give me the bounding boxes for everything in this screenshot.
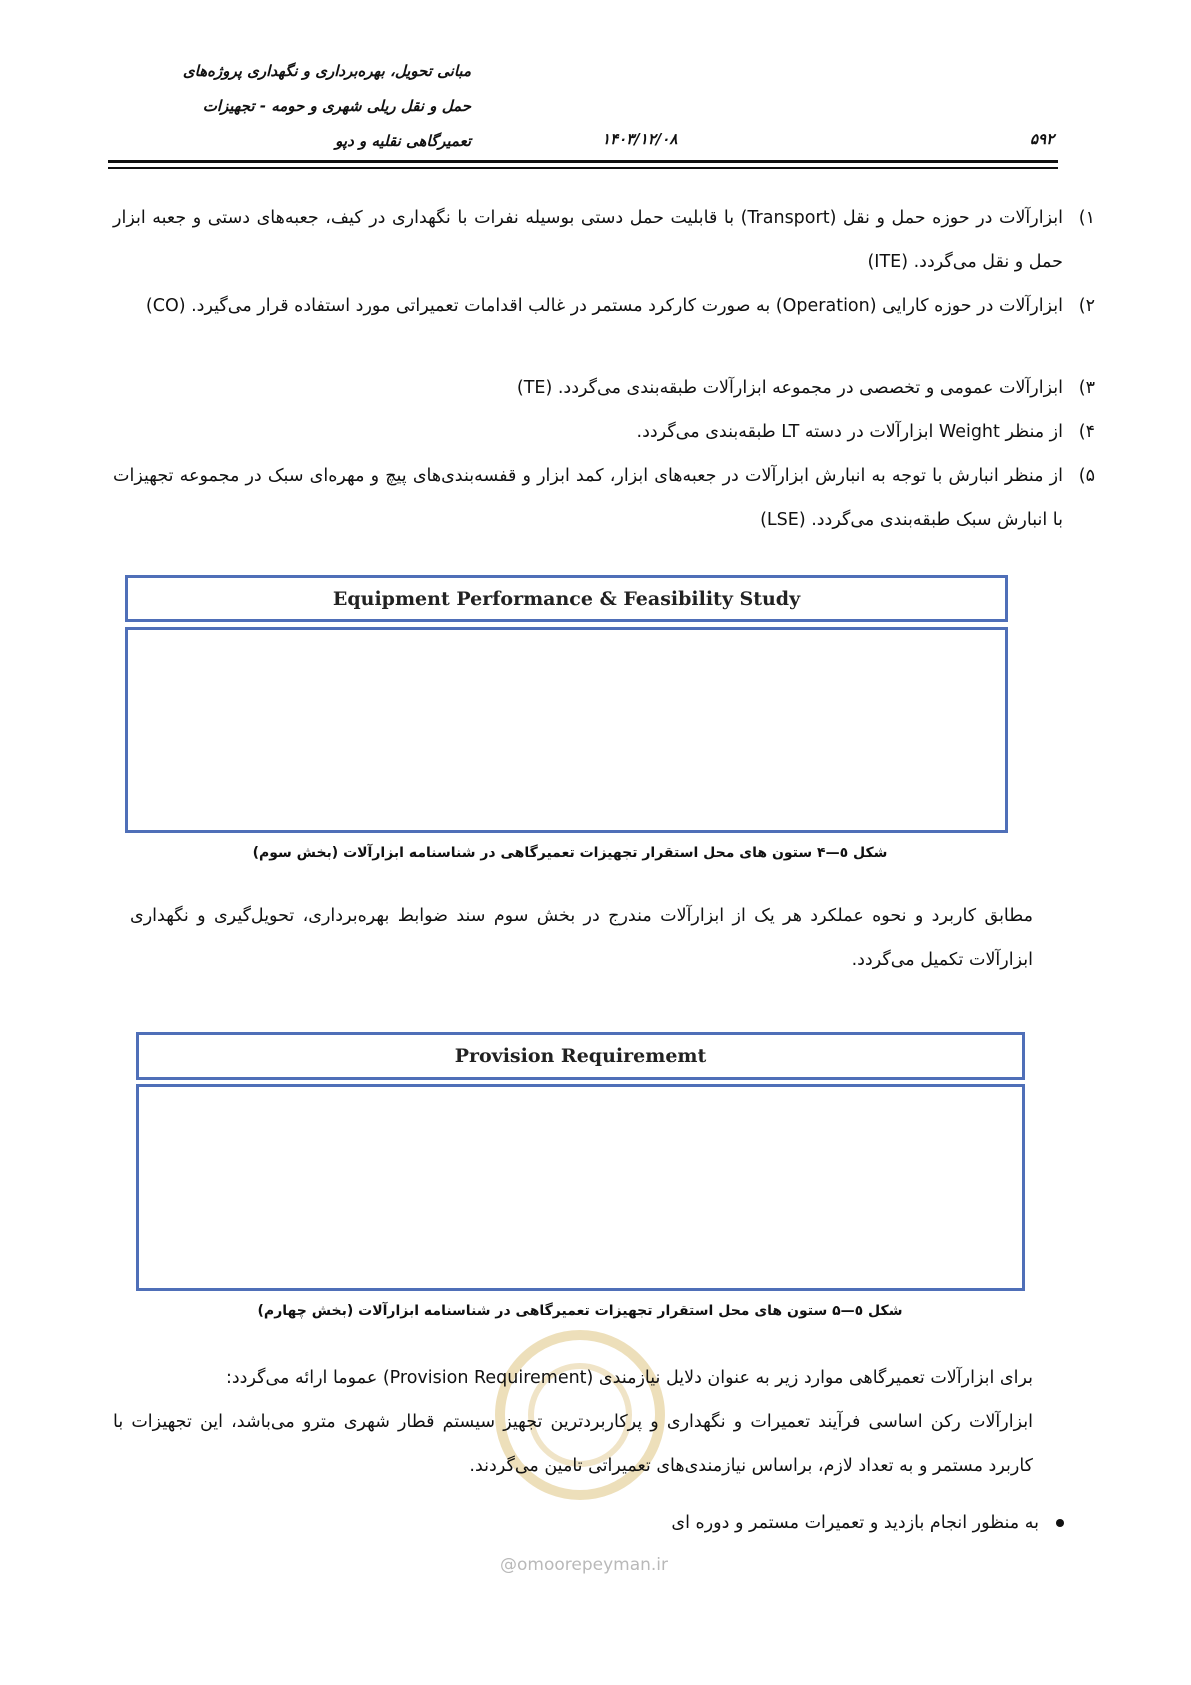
figure4-caption: شکل ٥—۴ ستون های محل استقرار تجهیزات تعمیرگاهی در شناسنامه ابزارآلات (بخش سوم) [252, 845, 888, 861]
list-item-number: ۳) [1078, 378, 1095, 398]
bullet-item: به منظور انجام بازدید و تعمیرات مستمر و دوره ای [671, 1513, 1039, 1533]
list-item-text: ابزارآلات در حوزه حمل و نقل (Transport) با قابلیت حمل دستی بوسیله نفرات با نگهداری در کیف، جعبه‌های دستی و جعبه ابزار حمل و نقل می‌گردد. (ITE) [113, 208, 1063, 272]
header-date: ۱۴۰۳/۱۲/۰۸ [602, 130, 678, 148]
list-item-text: از منظر انبارش با توجه به انبارش ابزارآلات در جعبه‌های ابزار، کمد ابزار و قفسه‌بندی‌های پیچ و مهره‌ای سبک در مجموعه تجهیزات با انبارش سبک طبقه‌بندی می‌گردد. (LSE) [113, 466, 1063, 530]
figure5-body-box [136, 1084, 1025, 1291]
header-title-line3: تعمیرگاهی نقلیه و دپو [335, 132, 471, 150]
list-item-number: ۴) [1078, 422, 1095, 442]
paragraph: مطابق کاربرد و نحوه عملکرد هر یک از ابزارآلات مندرج در بخش سوم سند ضوابط بهره‌برداری، تحویل‌گیری و نگهداری ابزارآلات تکمیل می‌گردد. [130, 906, 1033, 970]
list-item [113, 284, 1095, 328]
bullet-icon [1056, 1519, 1064, 1527]
list-item-number: ۱) [1078, 208, 1095, 228]
header-title-line2: حمل و نقل ریلی شهری و حومه - تجهیزات [202, 97, 471, 115]
list-item [113, 410, 1095, 454]
paragraph: برای ابزارآلات تعمیرگاهی موارد زیر به عنوان دلایل نیازمندی (Provision Requirement) عموما ارائه می‌گردد: [225, 1368, 1033, 1388]
paragraph: ابزارآلات رکن اساسی فرآیند تعمیرات و نگهداری و پرکاربردترین تجهیز سیستم قطار شهری مترو می‌باشد، این تجهیزات با کاربرد مستمر و به تعداد لازم، براساس نیازمندی‌های تعمیراتی تامین می‌گردند. [113, 1412, 1033, 1476]
list-item-number: ۲) [1078, 296, 1095, 316]
figure4-body-box [125, 627, 1008, 833]
figure5-header-box [136, 1032, 1025, 1080]
list-item-text: ابزارآلات عمومی و تخصصی در مجموعه ابزارآلات طبقه‌بندی می‌گردد. (TE) [516, 378, 1063, 398]
watermark-text: @omoorepeyman.ir [500, 1555, 669, 1575]
header-rule-thin [108, 167, 1058, 169]
header-rule-thick [108, 160, 1058, 163]
list-item [113, 454, 1095, 542]
list-item-number: ۵) [1078, 466, 1095, 486]
figure5-caption: شکل ٥—۵ ستون های محل استقرار تجهیزات تعمیرگاهی در شناسنامه ابزارآلات (بخش چهارم) [257, 1303, 903, 1319]
page-number: ۵۹۲ [1030, 130, 1055, 148]
list-item-text: ابزارآلات در حوزه کارایی (Operation) به صورت کارکرد مستمر در غالب اقدامات تعمیراتی مورد استفاده قرار می‌گیرد. (CO) [145, 296, 1063, 316]
list-item [113, 366, 1095, 410]
list-item-text: از منظر Weight ابزارآلات در دسته LT طبقه‌بندی می‌گردد. [636, 422, 1063, 442]
header-title-line1: مبانی تحویل، بهره‌برداری و نگهداری پروژه‌های [182, 62, 471, 80]
list-item [113, 196, 1095, 284]
figure4-box-title: Equipment Performance & Feasibility Study [332, 587, 801, 610]
figure4-header-box [125, 575, 1008, 622]
figure5-box-title: Provision Requirememt [454, 1045, 707, 1067]
